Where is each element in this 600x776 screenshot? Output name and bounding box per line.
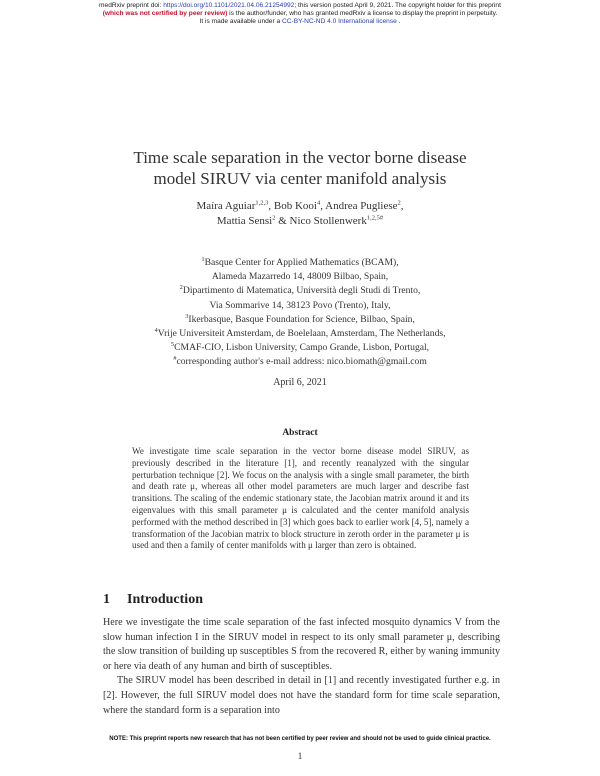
author-name: Maíra Aguiar xyxy=(196,200,256,212)
header-line-1: medRxiv preprint doi: https://doi.org/10.1101/2021.04.06.21254992; this version posted April 9, 2021. The copyright holder for this preprint xyxy=(99,2,501,9)
affiliation-line: $^3$Ikerbasque, Basque Foundation for Science, Bilbao, Spain, xyxy=(185,312,415,325)
header-line-3: It is made available under a CC-BY-NC-ND 4.0 International license . xyxy=(199,18,401,25)
author-name: Mattia Sensi xyxy=(216,215,273,227)
author-line-2: Mattia Sensi$^2$ & Nico Stollenwerk$^{1,2,5\#}$ xyxy=(216,214,384,227)
introduction-text xyxy=(103,616,500,718)
section-heading xyxy=(103,592,203,608)
paper-title: Time scale separation in the vector borne disease model SIRUV via center manifold analysis xyxy=(133,148,467,188)
abstract-body: We investigate time scale separation in the vector borne disease model SIRUV, as previously described in the literature [1], and recently reanalyzed with the singular perturbation technique [2]. We focus on the analysis with a single small parameter, the birth and death rate μ, whereas all other model parameters are much larger and describe fast transitions. The scaling of the endemic stationary state, the Jacobian matrix around it and its eigenvalues with this small parameter μ is calculated and the center manifold analysis performed with the method described in [3] which goes back to earlier work [4, 5], namely a transformation of the Jacobian matrix to block structure in zeroth order in the parameter μ is used and then a family of center manifolds with μ larger than zero is obtained. xyxy=(132,446,469,551)
license-link[interactable]: CC-BY-NC-ND 4.0 International license xyxy=(281,18,397,25)
preprint-header xyxy=(0,2,600,26)
paragraph: Here we investigate the time scale separation of the fast infected mosquito dynamics V from the slow human infection I in the SIRUV model in respect to its only small parameter μ, describing the slow transition of building up susceptibles S from the recovered R, either by waning immunity or here via death of any human and birth of susceptibles. xyxy=(103,617,500,672)
affiliation-line: Via Sommarive 14, 38123 Povo (Trento), Italy, xyxy=(209,299,391,311)
affiliation-list xyxy=(0,256,600,370)
author-name: Bob Kooi xyxy=(273,200,317,212)
doi-link[interactable]: https://doi.org/10.1101/2021.04.06.21254992 xyxy=(163,2,295,9)
affiliation-line: $^1$Basque Center for Applied Mathematics (BCAM), xyxy=(201,255,399,268)
affiliation-line: $^2$Dipartimento di Matematica, Università degli Studi di Trento, xyxy=(179,284,421,297)
section-number: 1 xyxy=(103,592,110,607)
section-title: Introduction xyxy=(127,592,203,607)
author-list xyxy=(0,199,600,229)
footer-disclaimer: NOTE: This preprint reports new research that has not been certified by peer review and should not be used to guide clinical practice. xyxy=(109,736,491,742)
peer-review-notice: (which was not certified by peer review) xyxy=(102,10,228,17)
abstract-heading: Abstract xyxy=(282,428,318,438)
author-line-1: Maíra Aguiar$^{1,2,3}$, Bob Kooi$^4$, Andrea Pugliese$^2$, xyxy=(196,199,404,212)
paragraph: The SIRUV model has been described in detail in [1] and recently investigated further e.g. in [2]. However, the full SIRUV model does not have the standard form for time scale separation, where the standard form is a separation into xyxy=(103,675,500,716)
affiliation-line: $^4$Vrije Universiteit Amsterdam, de Boelelaan, Amsterdam, The Netherlands, xyxy=(154,326,446,340)
header-line-2: (which was not certified by peer review) is the author/funder, who has granted medRxiv a license to display the preprint in perpetuity. xyxy=(102,10,498,17)
author-name: Andrea Pugliese xyxy=(325,200,398,212)
page-number: 1 xyxy=(297,752,303,762)
publication-date: April 6, 2021 xyxy=(273,377,327,388)
affiliation-line: Alameda Mazarredo 14, 48009 Bilbao, Spain, xyxy=(211,271,389,283)
corresponding-author-line: #corresponding author's e-mail address: nico.biomath@gmail.com xyxy=(173,355,427,368)
author-name: Nico Stollenwerk xyxy=(289,215,367,227)
affiliation-line: $^5$CMAF-CIO, Lisbon University, Campo Grande, Lisbon, Portugal, xyxy=(170,341,430,354)
